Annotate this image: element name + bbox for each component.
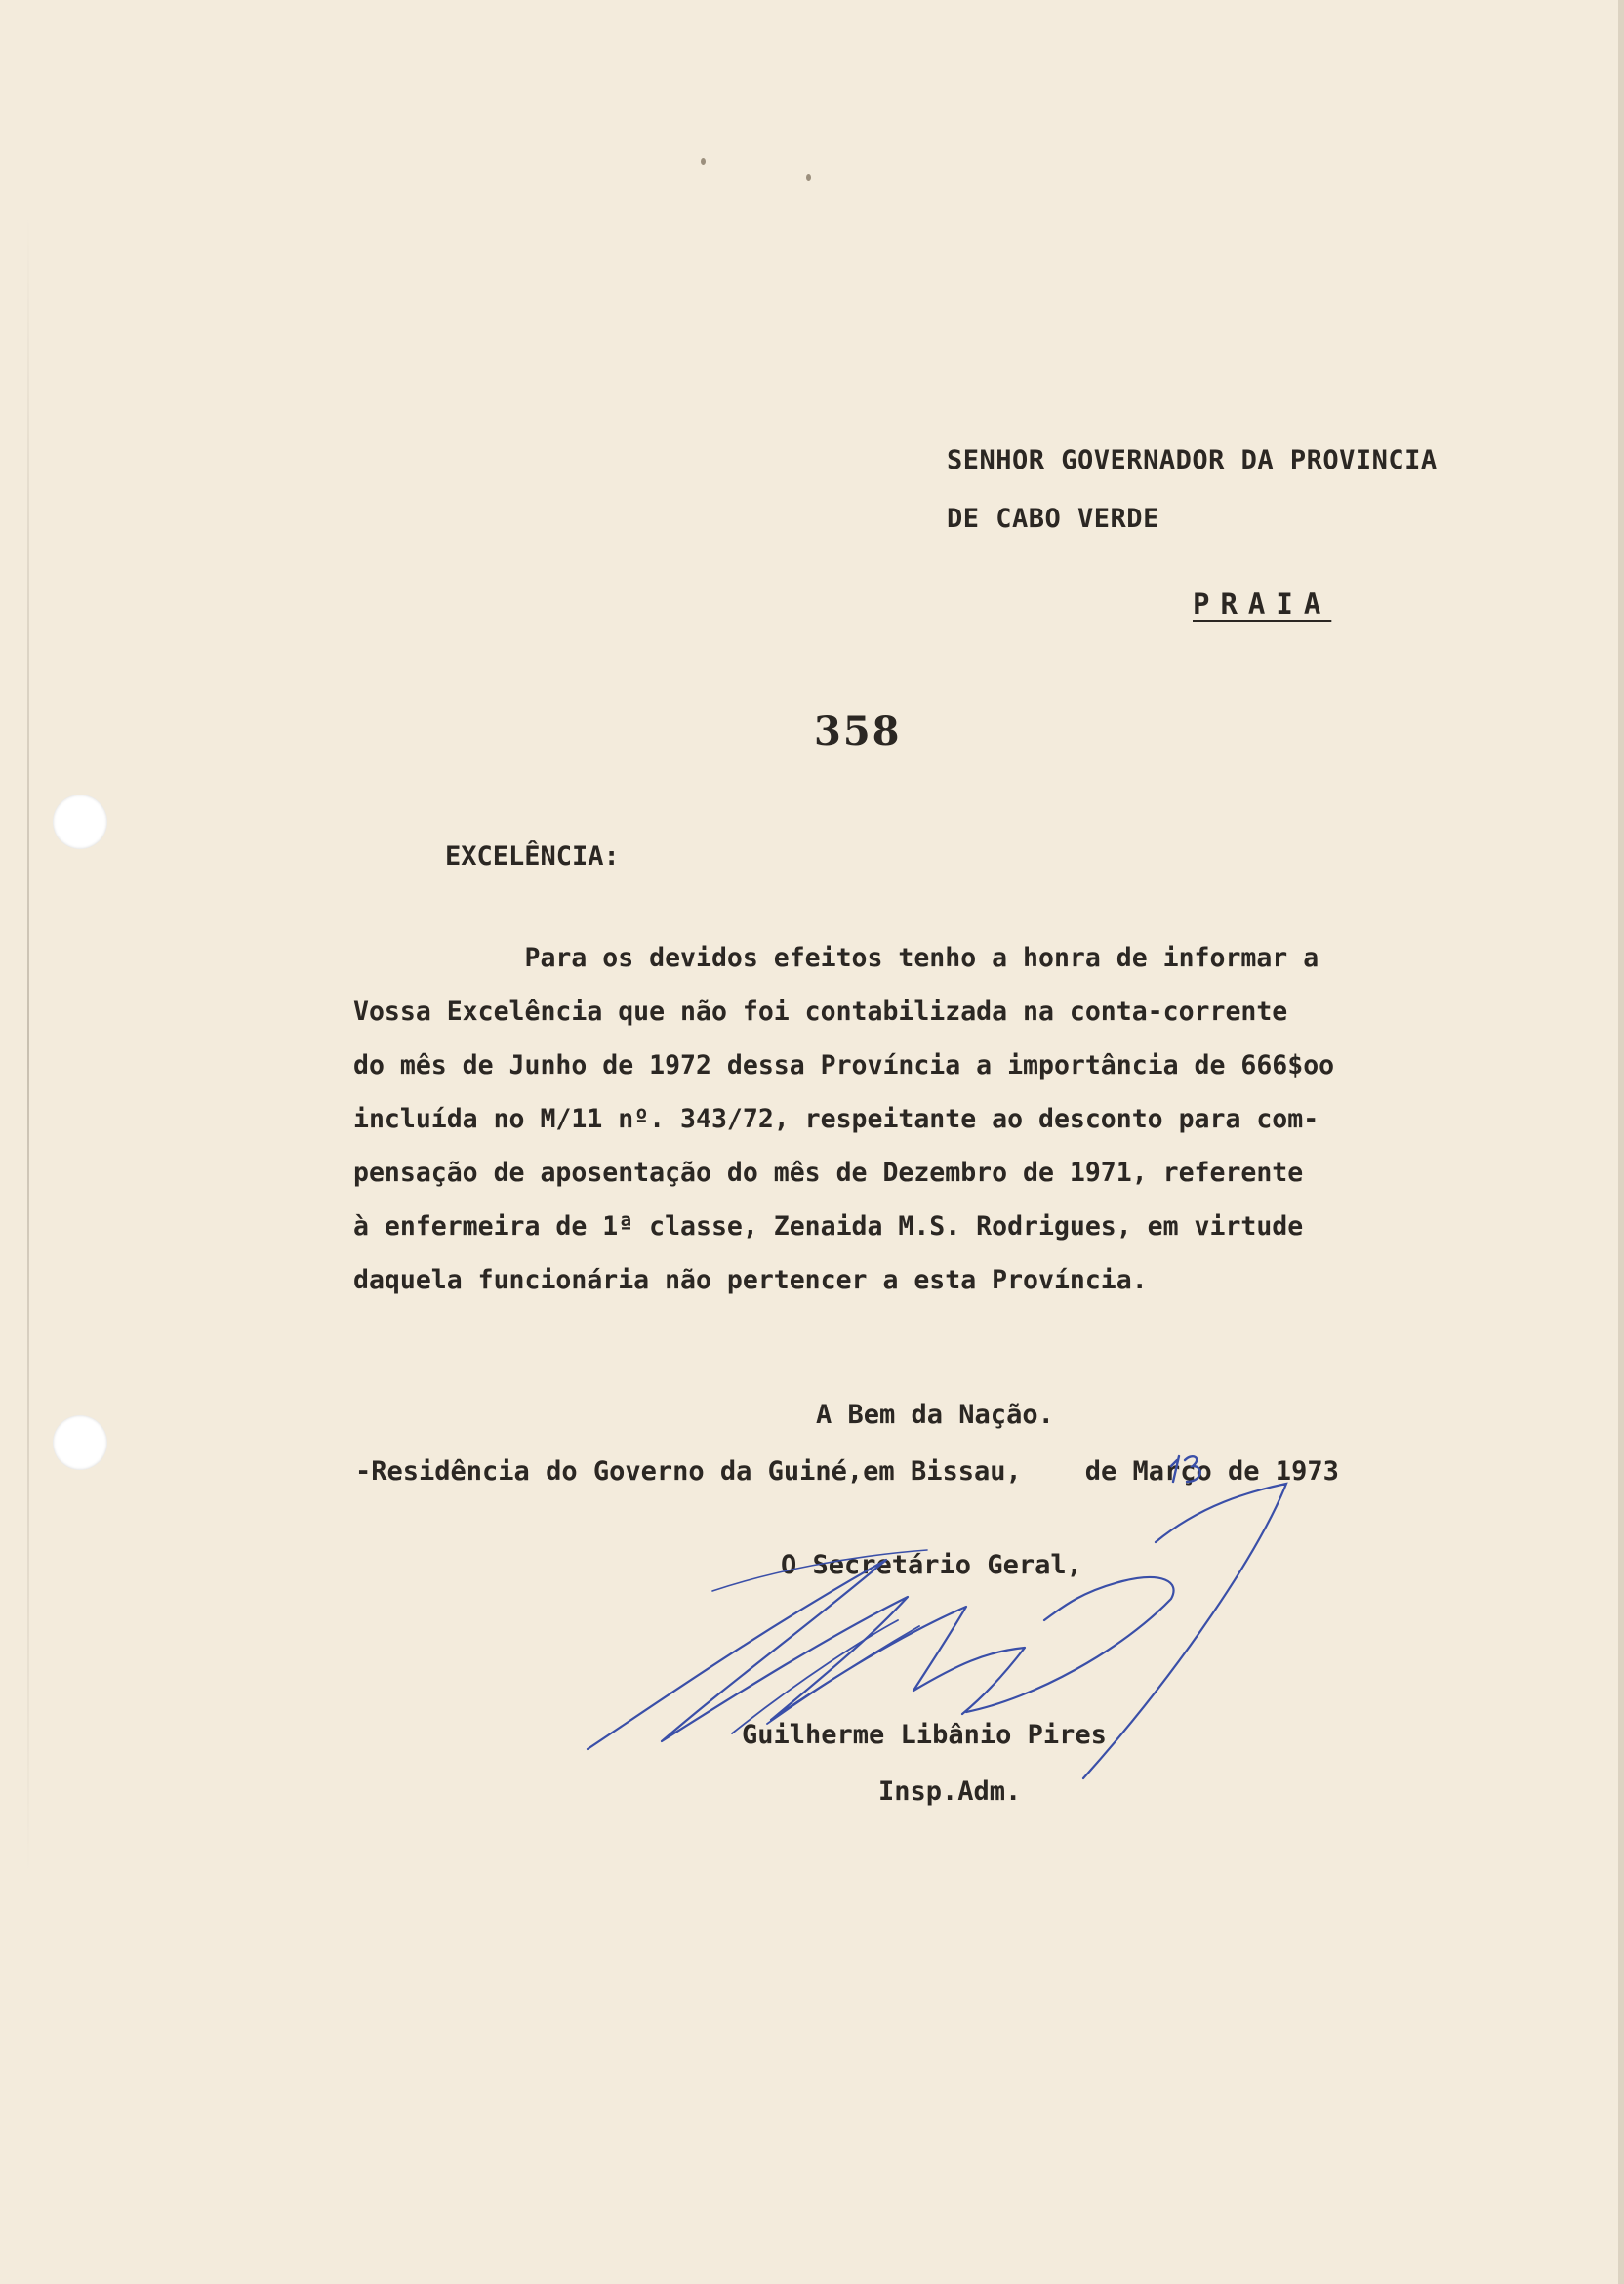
salutation: EXCELÊNCIA: [445,841,620,872]
body-line: daquela funcionária não pertencer a esta Província. [353,1265,1148,1295]
signatory-title: O Secretário Geral, [781,1550,1082,1580]
punch-hole-bottom [53,1415,107,1470]
place-and-date: -Residência do Governo da Guiné,em Bissau, de Março de 1973 [355,1456,1339,1487]
addressee-line-2: DE CABO VERDE [947,504,1159,534]
signatory-name: Guilherme Libânio Pires [742,1720,1107,1750]
document-number: 358 [814,709,902,755]
paper-spot [806,174,811,181]
destination-city: PRAIA [1193,588,1332,621]
closing-phrase: A Bem da Nação. [816,1400,1054,1430]
body-line: Vossa Excelência que não foi contabilizada na conta-corrente [353,997,1288,1027]
body-line: à enfermeira de 1ª classe, Zenaida M.S. Rodrigues, em virtude [353,1211,1304,1242]
paper-fold-line [27,215,29,1874]
signatory-role: Insp.Adm. [878,1776,1022,1807]
punch-hole-top [53,795,107,849]
letter-body [353,931,1334,1307]
paper-spot [701,158,706,165]
paper-edge [1618,0,1624,2284]
addressee-block [947,431,1438,549]
body-line: Para os devidos efeitos tenho a honra de informar a [353,943,1320,973]
body-line: incluída no M/11 nº. 343/72, respeitante ao desconto para com- [353,1104,1320,1134]
body-line: do mês de Junho de 1972 dessa Província a importância de 666$oo [353,1050,1335,1081]
addressee-line-1: SENHOR GOVERNADOR DA PROVINCIA [947,445,1438,475]
body-line: pensação de aposentação do mês de Dezembro de 1971, referente [353,1158,1304,1188]
